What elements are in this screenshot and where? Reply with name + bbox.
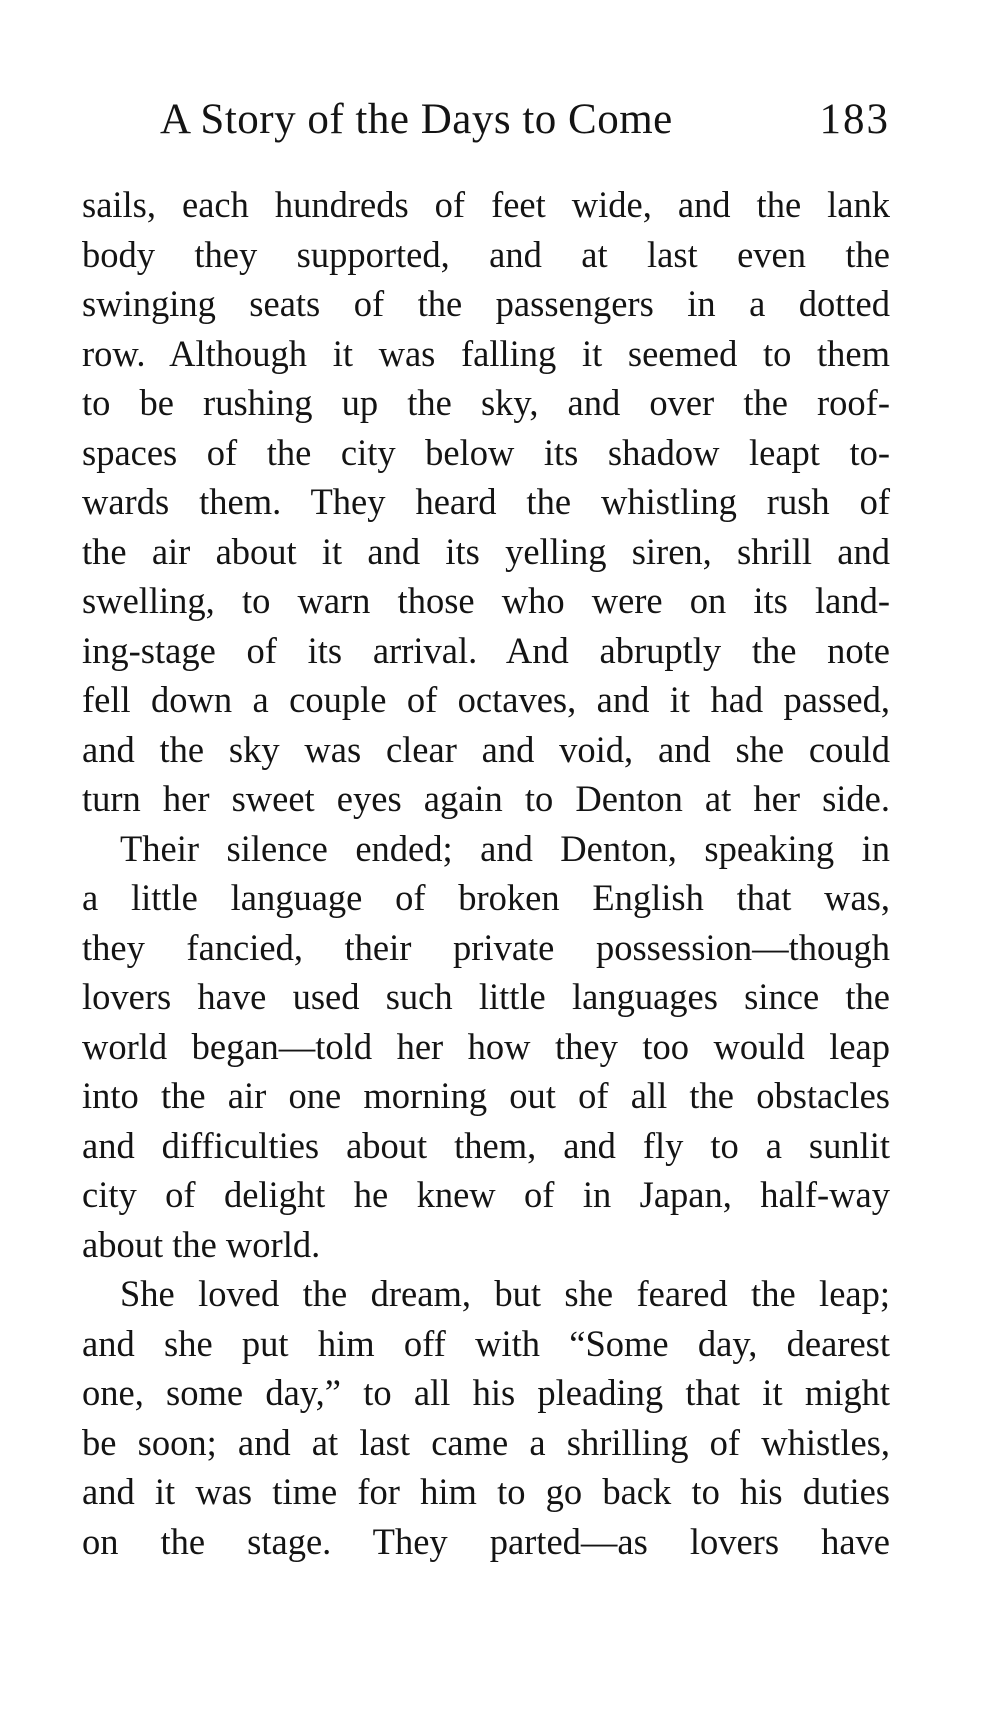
text-line: into the air one morning out of all the obstacles — [82, 1075, 890, 1116]
text-line: turn her sweet eyes again to Denton at her side. — [82, 778, 890, 819]
page-number: 183 — [819, 96, 890, 143]
text-line: a little language of broken English that was, — [82, 877, 890, 918]
text-line: to be rushing up the sky, and over the roof- — [82, 382, 890, 423]
paragraph-3 — [82, 1269, 890, 1566]
text-line: lovers have used such little languages since the — [82, 976, 890, 1017]
text-line: She loved the dream, but she feared the leap; — [120, 1273, 890, 1314]
text-line: city of delight he knew of in Japan, half-way — [82, 1174, 890, 1215]
text-line: about the world. — [82, 1223, 321, 1265]
text-line: and it was time for him to go back to his duties — [82, 1471, 890, 1512]
text-line: and difficulties about them, and fly to a sunlit — [82, 1124, 890, 1166]
text-line: body they supported, and at last even the — [82, 233, 890, 275]
running-head — [160, 90, 890, 150]
text-line: and she put him off with “Some day, dearest — [82, 1322, 890, 1364]
running-title: A Story of the Days to Come — [160, 96, 673, 143]
text-line: they fancied, their private possession—though — [82, 926, 890, 968]
text-line: sails, each hundreds of feet wide, and the lank — [82, 184, 890, 225]
text-line: spaces of the city below its shadow leapt to- — [82, 431, 890, 473]
text-line: ing-stage of its arrival. And abruptly the note — [82, 629, 890, 671]
paragraph-2 — [82, 824, 890, 1270]
text-line: and the sky was clear and void, and she could — [82, 728, 890, 770]
text-line: Their silence ended; and Denton, speaking in — [120, 827, 890, 869]
text-line: on the stage. They parted—as lovers have — [82, 1520, 890, 1562]
paragraph-1 — [82, 180, 890, 824]
text-line: be soon; and at last came a shrilling of whistles, — [82, 1421, 890, 1463]
body-text — [82, 180, 890, 1566]
text-line: row. Although it was falling it seemed to them — [82, 332, 890, 374]
text-line: one, some day,” to all his pleading that it might — [82, 1372, 890, 1413]
text-line: swinging seats of the passengers in a dotted — [82, 283, 890, 324]
text-line: swelling, to warn those who were on its land- — [82, 580, 890, 621]
text-line: fell down a couple of octaves, and it had passed, — [82, 679, 890, 720]
text-line: world began—told her how they too would leap — [82, 1025, 890, 1067]
text-line: the air about it and its yelling siren, shrill and — [82, 530, 890, 572]
text-line: wards them. They heard the whistling rush of — [82, 481, 890, 522]
